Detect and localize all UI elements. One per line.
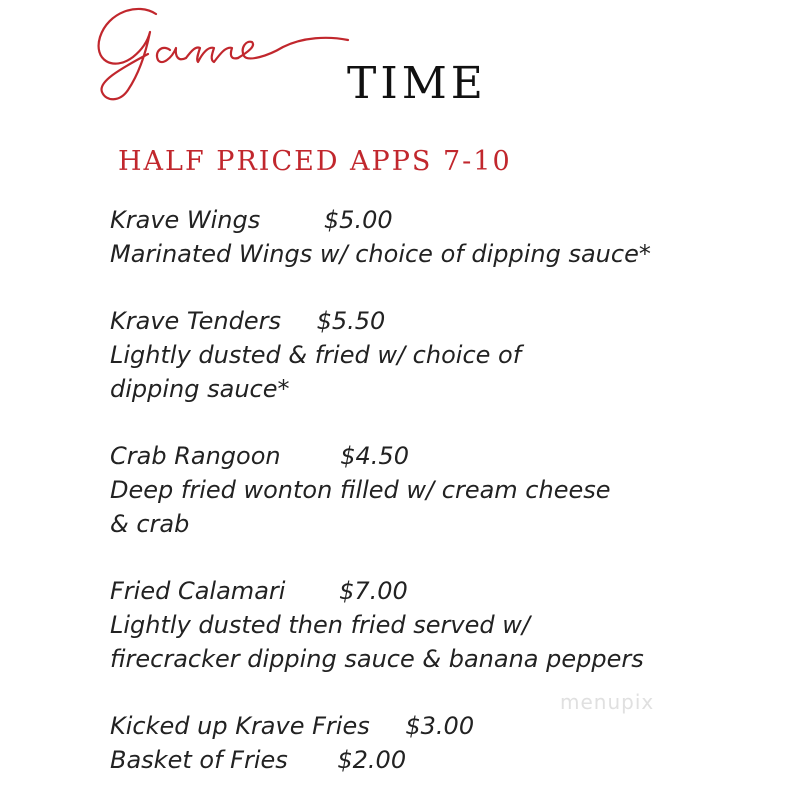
item-name: Krave Tenders [110, 307, 281, 335]
menu-item-krave-tenders [110, 304, 670, 406]
item-price: $2.00 [337, 746, 407, 774]
item-description: Deep fried wonton filled w/ cream cheese & crab [110, 476, 611, 538]
menu-item-crab-rangoon [110, 439, 670, 541]
script-title-game [78, 0, 378, 112]
item-price: $5.50 [316, 307, 386, 335]
script-game-lettering [78, 0, 378, 112]
item-name: Crab Rangoon [110, 442, 281, 470]
menu-item-krave-wings [110, 203, 670, 271]
item-price: $3.00 [405, 712, 475, 740]
item-name: Fried Calamari [110, 577, 286, 605]
item-name: Kicked up Krave Fries [110, 712, 370, 740]
page-title-time: TIME [347, 58, 487, 109]
item-price: $5.00 [323, 206, 393, 234]
menu-item-fried-calamari [110, 574, 670, 676]
watermark: menupix [560, 690, 655, 714]
item-description: Marinated Wings w/ choice of dipping sauce* [110, 240, 651, 268]
item-price: $4.50 [340, 442, 409, 470]
item-name: Krave Wings [110, 206, 261, 234]
item-price: $7.00 [339, 577, 408, 605]
item-description: Lightly dusted then fried served w/ firecracker dipping sauce & banana peppers [110, 611, 644, 673]
promo-heading: HALF PRICED APPS 7-10 [118, 146, 512, 177]
item-description: Lightly dusted & fried w/ choice of dipping sauce* [110, 341, 522, 403]
menu-item-kicked-up-fries [110, 709, 670, 777]
item-name: Basket of Fries [110, 746, 288, 774]
